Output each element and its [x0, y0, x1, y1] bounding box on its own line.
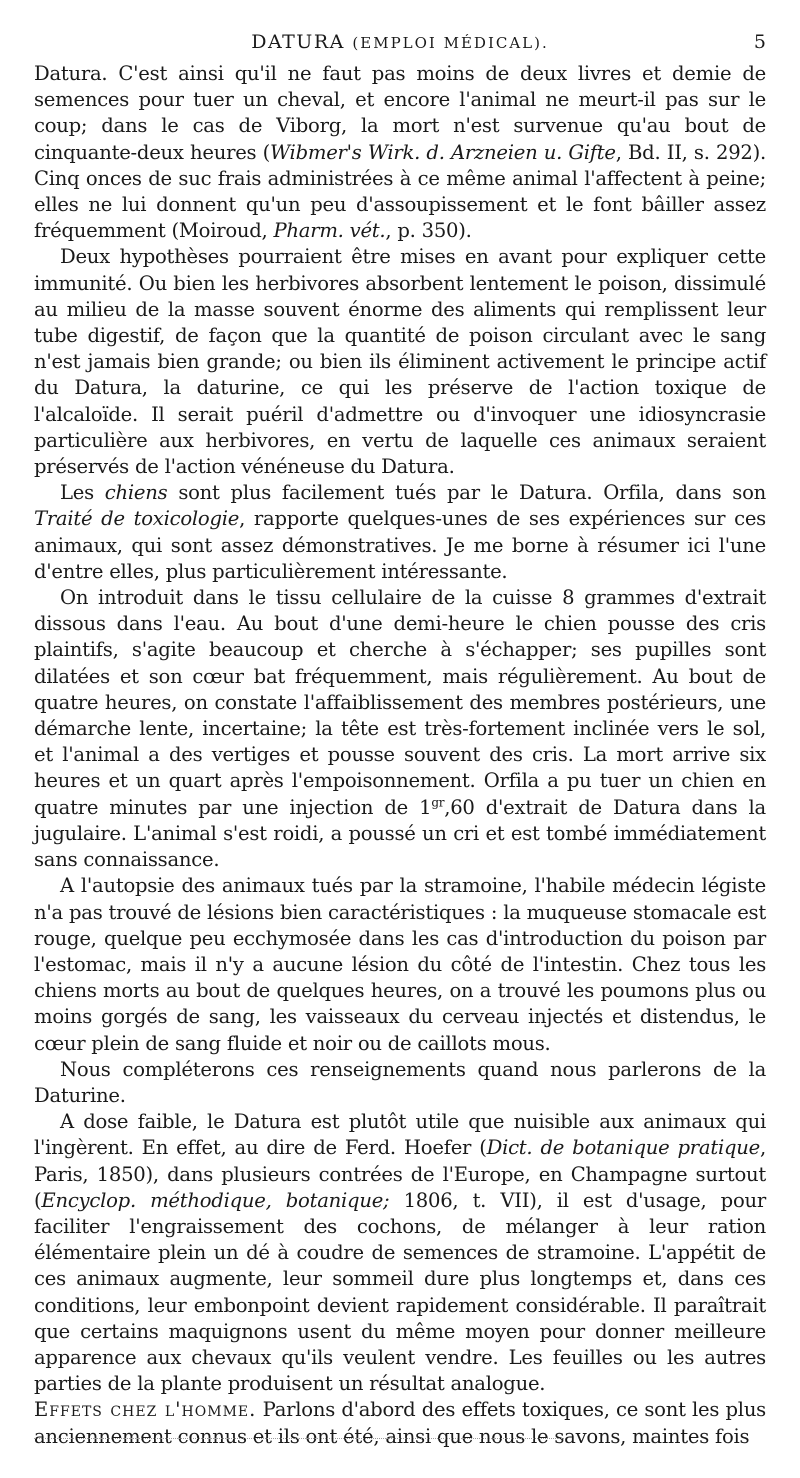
running-header — [34, 27, 766, 57]
text-run: Les — [60, 481, 105, 505]
text-run: , Paris, 1850), dans plusieurs contrées de l'Europe, en Champagne surtout ( — [34, 1136, 766, 1212]
text-run: sont plus facilement tués par le Datura. Orfila, dans son — [167, 481, 766, 505]
paragraph-1 — [34, 61, 766, 244]
paragraph-4 — [34, 585, 766, 873]
paragraph-2: Deux hypothèses pourraient être mises en avant pour expliquer cette immunité. Ou bien les herbivores absorbent lentement le poison, dissimulé au milieu de la masse souvent énorme des aliments qui remplissent leur tube digestif, de façon que la quantité de poison circulant avec le sang n'est jamais bien grande; ou bien ils éliminent activement le principe actif du Datura, la daturine, ce qui les préserve de l'action toxique de l'alcaloïde. Il serait puéril d'admettre ou d'invoquer une idiosyncrasie particulière aux herbivores, en vertu de laquelle ces animaux seraient préservés de l'action vénéneuse du Datura. — [34, 245, 766, 479]
text-run: A dose faible, le Datura est plutôt utile que nuisible aux animaux qui l'ingèrent. En effet, au dire de Ferd. Hoefer ( — [34, 1110, 766, 1160]
text-run: , rapporte quelques-unes de ses expériences sur ces animaux, qui sont assez démonstratives. Je me borne à résumer ici l'une d'entre elles, plus particulièrement intéressante. — [34, 507, 766, 583]
emphasis: chiens — [104, 481, 168, 505]
text-run: ,60 d'extrait de Datura dans la jugulaire. L'animal s'est roidi, a poussé un cri et est tombé immédiatement sans connaissance. — [34, 795, 766, 872]
citation: Traité de toxicologie — [34, 507, 240, 531]
citation: Dict. de botanique pratique — [486, 1136, 761, 1160]
section-heading: Effets chez l'homme. — [34, 1398, 257, 1422]
text-run: , p. 350). — [385, 219, 472, 243]
text-run: Datura. C'est ainsi qu'il ne faut pas moins de deux livres et demie de semences pour tuer un cheval, et encore l'animal ne meurt-il pas sur le coup; dans le cas de Viborg, la mort n'est survenue qu'au bout de cinquante-deux heures ( — [34, 62, 766, 164]
paragraph-6: Nous compléterons ces renseignements quand nous parlerons de la Daturine. — [34, 1057, 766, 1107]
header-title: DATURA — [251, 31, 345, 53]
paragraph-8 — [34, 1397, 766, 1449]
text-run: Parlons d'abord des effets toxiques, ce sont les plus anciennement connus et ils ont été, ainsi que nous le savons, maintes fois — [34, 1398, 766, 1448]
citation: Wibmer's Wirk. d. Arzneien u. Gifte — [270, 140, 616, 164]
text-run: 1806, t. VII), il est d'usage, pour faciliter l'engraissement des cochons, de mélanger à leur ration élémentaire plein un dé à coudre de semences de stramoine. L'appétit de ces animaux augmente, leur sommeil dure plus longtemps et, dans ces conditions, leur embonpoint devient rapidement considérable. Il paraîtrait que certains maquignons usent du même moyen pour donner meilleure apparence aux chevaux qu'ils veulent vendre. Les feuilles ou les autres parties de la plante produisent un résultat analogue. — [34, 1188, 766, 1396]
citation: Pharm. vét. — [273, 219, 386, 243]
footer-dotted-rule — [34, 1438, 564, 1439]
page-number: 5 — [753, 31, 766, 53]
paragraph-3 — [34, 480, 766, 585]
paragraph-5: A l'autopsie des animaux tués par la stramoine, l'habile médecin légiste n'a pas trouvé de lésions bien caractéristiques : la muqueuse stomacale est rouge, quelque peu ecchymosée dans les cas d'introduction du poison par l'estomac, mais il n'y a aucune lésion du côté de l'intestin. Chez tous les chiens morts au bout de quelques heures, on a trouvé les poumons plus ou moins gorgés de sang, les vaisseaux du cerveau injectés et distendus, le cœur plein de sang fluide et noir ou de caillots mous. — [34, 874, 766, 1055]
paragraph-7 — [34, 1109, 766, 1397]
text-run: , Bd. II, s. 292). Cinq onces de suc frais administrées à ce même animal l'affectent à peine; elles ne lui donnent qu'un peu d'assoupissement et le font bâiller assez fréquemment (Moiroud, — [34, 140, 766, 243]
header-subtitle: (EMPLOI MÉDICAL). — [352, 34, 549, 52]
unit-superscript: gr — [431, 795, 445, 810]
running-title — [34, 27, 766, 58]
body-text — [34, 61, 766, 1450]
text-run: On introduit dans le tissu cellulaire de la cuisse 8 grammes d'extrait dissous dans l'eau. Au bout d'une demi-heure le chien pousse des cris plaintifs, s'agite beaucoup et cherche à s'échapper; ses pupilles sont dilatées et son cœur bat fréquemment, mais régulièrement. Au bout de quatre heures, on constate l'affaiblissement des membres postérieurs, une démarche lente, incertaine; la tête est très-fortement inclinée vers le sol, et l'animal a des vertiges et pousse souvent des cris. La mort arrive six heures et un quart après l'empoisonnement. Orfila a pu tuer un chien en quatre minutes par une injection de 1 — [34, 586, 766, 819]
citation: Encyclop. méthodique, botanique; — [41, 1188, 390, 1212]
